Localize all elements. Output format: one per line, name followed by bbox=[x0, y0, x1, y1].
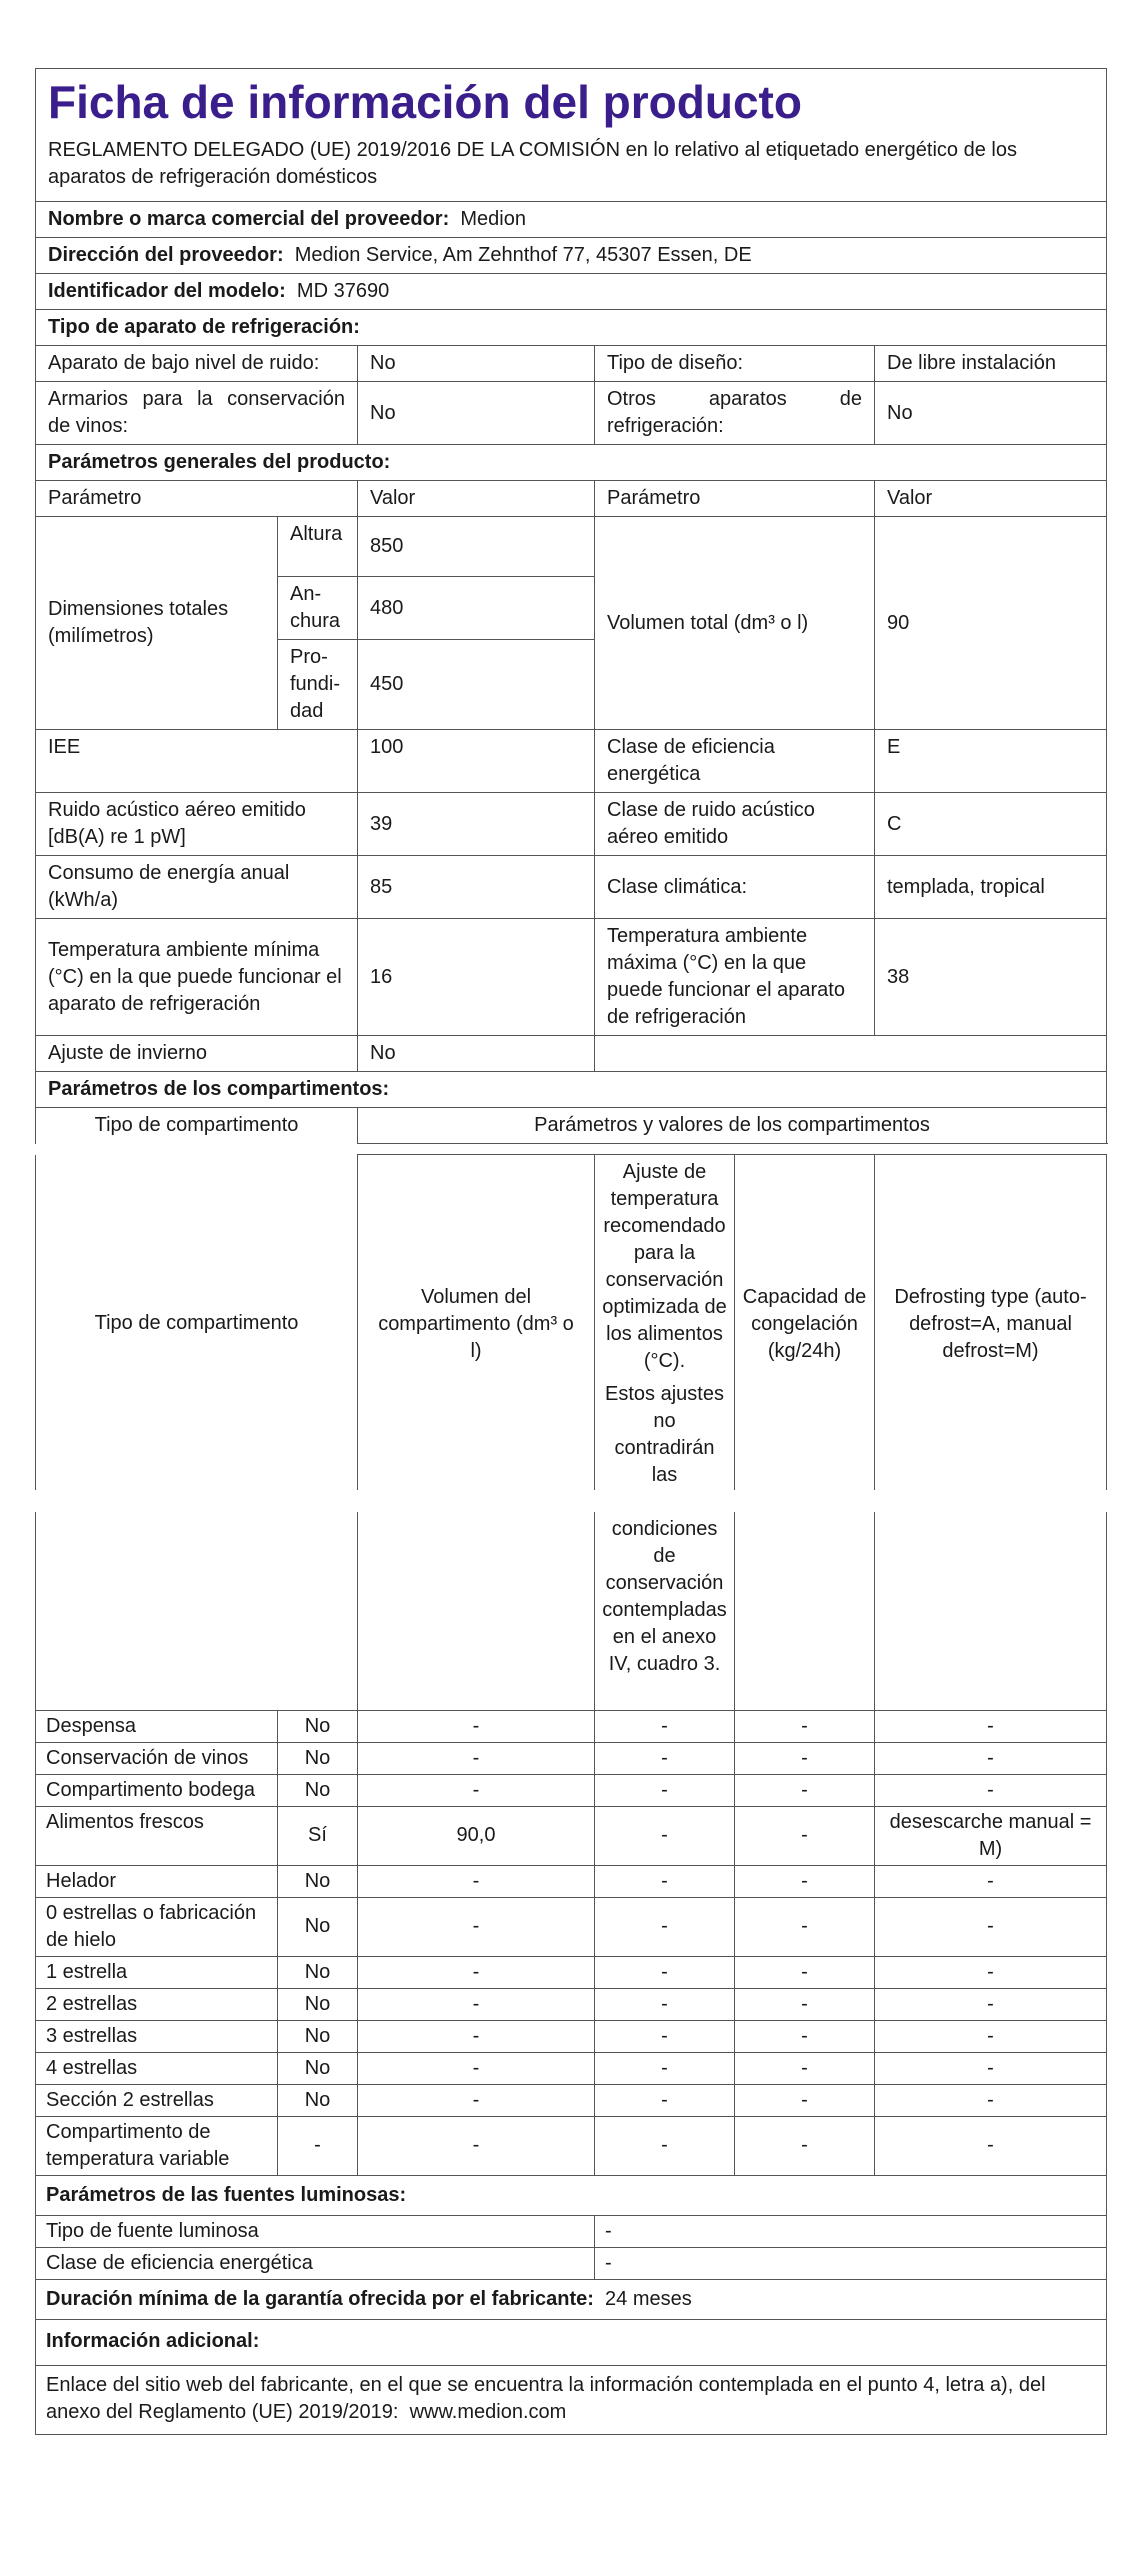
col-header-param: Parámetro bbox=[36, 481, 358, 517]
warranty-row bbox=[36, 2279, 1107, 2319]
compartment-table bbox=[35, 1512, 1107, 2435]
compartment-headers-top bbox=[35, 1154, 1106, 1490]
noise-class-value: C bbox=[875, 793, 1107, 856]
compartment-volume: - bbox=[358, 1988, 595, 2020]
compartment-volume: - bbox=[358, 2116, 595, 2175]
compartment-name: Compartimento de temperatura variable bbox=[36, 2116, 278, 2175]
compartment-freeze: - bbox=[735, 1806, 875, 1865]
compartment-volume: - bbox=[358, 1956, 595, 1988]
winter-setting-label: Ajuste de invierno bbox=[36, 1036, 358, 1072]
header-cell bbox=[36, 69, 1107, 202]
freeze-header-continued bbox=[735, 1512, 875, 1710]
empty-cell bbox=[595, 1036, 1107, 1072]
compartment-freeze: - bbox=[735, 1742, 875, 1774]
dimensions-label: Dimensiones totales (milímetros) bbox=[36, 517, 278, 730]
compartment-freeze: - bbox=[735, 1774, 875, 1806]
compartment-volume: - bbox=[358, 1865, 595, 1897]
page-break-gap bbox=[0, 1490, 1141, 1512]
general-params-heading: Parámetros generales del producto: bbox=[36, 445, 1107, 481]
model-id-label: Identificador del modelo: bbox=[48, 280, 286, 302]
compartment-row bbox=[36, 1897, 1107, 1956]
col-header-value-2: Valor bbox=[875, 481, 1107, 517]
compartment-temp: - bbox=[595, 1897, 735, 1956]
compartment-name: 4 estrellas bbox=[36, 2052, 278, 2084]
width-value: 480 bbox=[358, 577, 595, 640]
recommended-temp-text-1: Ajuste de temperatura recomendado para la conservación optimizada de los alimentos (°C). bbox=[602, 1161, 727, 1372]
additional-info-row bbox=[36, 2365, 1107, 2434]
compartment-params-heading: Parámetros de los compartimentos: bbox=[36, 1072, 1107, 1108]
compartment-defrost: - bbox=[875, 1742, 1107, 1774]
compartment-name: Compartimento bodega bbox=[36, 1774, 278, 1806]
defrost-header-continued bbox=[875, 1512, 1107, 1710]
compartment-row bbox=[36, 2084, 1107, 2116]
height-label: Altura bbox=[278, 517, 358, 577]
compartment-row bbox=[36, 1988, 1107, 2020]
compartment-row bbox=[36, 2116, 1107, 2175]
supplier-name-label: Nombre o marca comercial del proveedor: bbox=[48, 208, 450, 230]
light-class-label: Clase de eficiencia energética bbox=[36, 2247, 595, 2279]
climate-class-value: templada, tropical bbox=[875, 856, 1107, 919]
compartment-freeze: - bbox=[735, 1865, 875, 1897]
min-temp-label: Temperatura ambiente mínima (°C) en la que puede funcionar el aparato de refrigeración bbox=[36, 919, 358, 1036]
energy-class-value: E bbox=[875, 730, 1107, 793]
compartment-name: Helador bbox=[36, 1865, 278, 1897]
compartment-present: No bbox=[278, 1897, 358, 1956]
supplier-address-label: Dirección del proveedor: bbox=[48, 244, 284, 266]
wine-storage-label: Armarios para la conservación de vinos: bbox=[36, 382, 358, 445]
compartment-temp: - bbox=[595, 1710, 735, 1742]
recommended-temp-header bbox=[595, 1155, 735, 1494]
volume-header-continued bbox=[358, 1512, 595, 1710]
compartment-name: Conservación de vinos bbox=[36, 1742, 278, 1774]
supplier-address-row bbox=[36, 238, 1107, 274]
compartment-volume: - bbox=[358, 1774, 595, 1806]
regulation-subtitle: REGLAMENTO DELEGADO (UE) 2019/2016 DE LA COMISIÓN en lo relativo al etiquetado energético de los aparatos de refrigeración domésticos bbox=[48, 139, 1017, 188]
compartment-name: 0 estrellas o fabricación de hielo bbox=[36, 1897, 278, 1956]
iee-label: IEE bbox=[36, 730, 358, 793]
compartment-name: 1 estrella bbox=[36, 1956, 278, 1988]
low-noise-value: No bbox=[358, 346, 595, 382]
compartment-headers-table-top bbox=[35, 1154, 1107, 1493]
total-volume-value: 90 bbox=[875, 517, 1107, 730]
compartment-defrost: - bbox=[875, 2084, 1107, 2116]
compartment-temp: - bbox=[595, 2084, 735, 2116]
compartment-name: Alimentos frescos bbox=[36, 1806, 278, 1865]
compartment-volume: - bbox=[358, 1710, 595, 1742]
sheet-lower bbox=[35, 1512, 1106, 2435]
compartment-volume: - bbox=[358, 1742, 595, 1774]
compartment-freeze: - bbox=[735, 2052, 875, 2084]
compartment-present: No bbox=[278, 1956, 358, 1988]
design-type-value: De libre instalación bbox=[875, 346, 1107, 382]
compartment-temp: - bbox=[595, 2052, 735, 2084]
manufacturer-website-link[interactable]: www.medion.com bbox=[409, 2400, 567, 2423]
compartment-freeze: - bbox=[735, 1956, 875, 1988]
iee-value: 100 bbox=[358, 730, 595, 793]
compartment-present: No bbox=[278, 1742, 358, 1774]
compartment-present: No bbox=[278, 1710, 358, 1742]
compartment-row bbox=[36, 2020, 1107, 2052]
compartment-temp: - bbox=[595, 1742, 735, 1774]
wine-storage-value: No bbox=[358, 382, 595, 445]
compartment-temp: - bbox=[595, 1774, 735, 1806]
col-header-value: Valor bbox=[358, 481, 595, 517]
min-temp-value: 16 bbox=[358, 919, 595, 1036]
page-title: Ficha de información del producto bbox=[48, 76, 802, 128]
compartment-rows bbox=[36, 1710, 1107, 2175]
design-type-label: Tipo de diseño: bbox=[595, 346, 875, 382]
compartment-defrost: - bbox=[875, 2052, 1107, 2084]
supplier-address-value: Medion Service, Am Zehnthof 77, 45307 Essen, DE bbox=[294, 244, 752, 266]
additional-info-text: Enlace del sitio web del fabricante, en el que se encuentra la información contemplada en el punto 4, letra a), del anexo del Reglamento (UE) 2019/2019: bbox=[46, 2373, 1046, 2423]
compartment-present: No bbox=[278, 1865, 358, 1897]
compartment-present: - bbox=[278, 2116, 358, 2175]
recommended-temp-text-2: Estos ajustes no contradirán las bbox=[605, 1383, 724, 1486]
supplier-name-row bbox=[36, 202, 1107, 238]
compartment-type-cell bbox=[36, 1155, 358, 1494]
other-appliances-label: Otros aparatos de refrigeración: bbox=[595, 382, 875, 445]
warranty-value: 24 meses bbox=[605, 2287, 692, 2310]
compartment-temp: - bbox=[595, 2116, 735, 2175]
compartment-defrost: - bbox=[875, 1774, 1107, 1806]
compartment-freeze: - bbox=[735, 2084, 875, 2116]
compartment-row bbox=[36, 1710, 1107, 1742]
sheet-table-upper bbox=[35, 68, 1107, 1144]
compartment-row bbox=[36, 1806, 1107, 1865]
total-volume-label: Volumen total (dm³ o l) bbox=[595, 517, 875, 730]
compartment-volume: - bbox=[358, 2052, 595, 2084]
compartment-name: Sección 2 estrellas bbox=[36, 2084, 278, 2116]
max-temp-value: 38 bbox=[875, 919, 1107, 1036]
compartment-defrost: - bbox=[875, 1897, 1107, 1956]
compartment-present: No bbox=[278, 1988, 358, 2020]
model-id-row bbox=[36, 274, 1107, 310]
compartment-defrost: - bbox=[875, 2020, 1107, 2052]
compartment-name: Despensa bbox=[36, 1710, 278, 1742]
compartment-freeze: - bbox=[735, 1897, 875, 1956]
light-type-value: - bbox=[595, 2215, 1107, 2247]
climate-class-label: Clase climática: bbox=[595, 856, 875, 919]
annual-energy-value: 85 bbox=[358, 856, 595, 919]
light-source-heading: Parámetros de las fuentes luminosas: bbox=[36, 2175, 1107, 2215]
compartment-row bbox=[36, 2052, 1107, 2084]
compartment-defrost: - bbox=[875, 1865, 1107, 1897]
compartment-temp: - bbox=[595, 1956, 735, 1988]
defrost-type-header: Defrosting type (auto-defrost=A, manual defrost=M) bbox=[875, 1155, 1107, 1494]
supplier-name-value: Medion bbox=[460, 208, 526, 230]
compartment-row bbox=[36, 1865, 1107, 1897]
width-label: Anchura bbox=[278, 577, 358, 640]
compartment-present: No bbox=[278, 2084, 358, 2116]
compartment-present: No bbox=[278, 2052, 358, 2084]
depth-value: 450 bbox=[358, 640, 595, 730]
compartment-freeze: - bbox=[735, 2116, 875, 2175]
compartment-defrost: - bbox=[875, 2116, 1107, 2175]
noise-label: Ruido acústico aéreo emitido [dB(A) re 1 pW] bbox=[36, 793, 358, 856]
compartment-name: 2 estrellas bbox=[36, 1988, 278, 2020]
compartment-temp: - bbox=[595, 1865, 735, 1897]
appliance-type-heading: Tipo de aparato de refrigeración: bbox=[36, 310, 1107, 346]
compartment-type-label: Tipo de compartimento bbox=[94, 1312, 299, 1335]
compartment-volume: - bbox=[358, 1897, 595, 1956]
compartment-freeze: - bbox=[735, 1710, 875, 1742]
compartment-present: Sí bbox=[278, 1806, 358, 1865]
compartment-freeze: - bbox=[735, 1988, 875, 2020]
noise-class-label: Clase de ruido acústico aéreo emitido bbox=[595, 793, 875, 856]
compartment-volume: - bbox=[358, 2020, 595, 2052]
max-temp-label: Temperatura ambiente máxima (°C) en la que puede funcionar el aparato de refrigeración bbox=[595, 919, 875, 1036]
freezing-capacity-header: Capacidad de congelación (kg/24h) bbox=[735, 1155, 875, 1494]
recommended-temp-continued: condiciones de conservación contempladas en el anexo IV, cuadro 3. bbox=[595, 1512, 735, 1710]
model-id-value: MD 37690 bbox=[296, 280, 390, 302]
product-info-sheet bbox=[35, 68, 1106, 1144]
compartment-defrost: - bbox=[875, 1956, 1107, 1988]
compartment-temp: - bbox=[595, 1806, 735, 1865]
compartment-volume: 90,0 bbox=[358, 1806, 595, 1865]
compartment-defrost: - bbox=[875, 1988, 1107, 2020]
compartment-type-continued bbox=[36, 1512, 358, 1710]
compartment-defrost: - bbox=[875, 1710, 1107, 1742]
additional-info-heading: Información adicional: bbox=[36, 2319, 1107, 2365]
compartment-row bbox=[36, 1774, 1107, 1806]
compartment-volume-header: Volumen del compartimento (dm³ o l) bbox=[358, 1155, 595, 1494]
compartment-group-header: Parámetros y valores de los compartimentos bbox=[358, 1108, 1107, 1144]
noise-value: 39 bbox=[358, 793, 595, 856]
light-class-value: - bbox=[595, 2247, 1107, 2279]
compartment-volume: - bbox=[358, 2084, 595, 2116]
col-header-param-2: Parámetro bbox=[595, 481, 875, 517]
low-noise-label: Aparato de bajo nivel de ruido: bbox=[36, 346, 358, 382]
compartment-type-header: Tipo de compartimento bbox=[36, 1108, 358, 1144]
compartment-row bbox=[36, 1742, 1107, 1774]
annual-energy-label: Consumo de energía anual (kWh/a) bbox=[36, 856, 358, 919]
compartment-temp: - bbox=[595, 2020, 735, 2052]
energy-class-label: Clase de eficiencia energética bbox=[595, 730, 875, 793]
compartment-name: 3 estrellas bbox=[36, 2020, 278, 2052]
warranty-label: Duración mínima de la garantía ofrecida por el fabricante: bbox=[46, 2287, 594, 2310]
depth-label: Profundidad bbox=[278, 640, 358, 730]
compartment-present: No bbox=[278, 1774, 358, 1806]
compartment-temp: - bbox=[595, 1988, 735, 2020]
compartment-present: No bbox=[278, 2020, 358, 2052]
compartment-freeze: - bbox=[735, 2020, 875, 2052]
compartment-row bbox=[36, 1956, 1107, 1988]
other-appliances-value: No bbox=[875, 382, 1107, 445]
height-value: 850 bbox=[358, 517, 595, 577]
compartment-defrost: desescarche manual = M) bbox=[875, 1806, 1107, 1865]
winter-setting-value: No bbox=[358, 1036, 595, 1072]
light-type-label: Tipo de fuente luminosa bbox=[36, 2215, 595, 2247]
